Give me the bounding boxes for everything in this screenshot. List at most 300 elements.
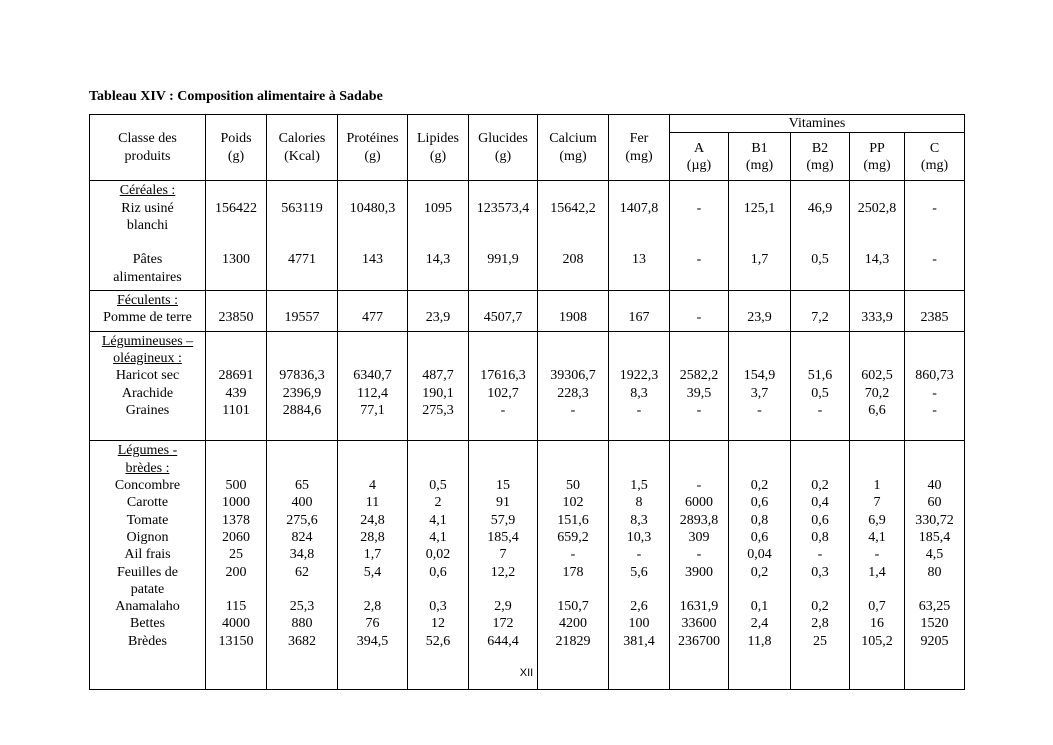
header-unit: (g) <box>227 148 245 164</box>
spacer <box>90 419 205 436</box>
spacer <box>469 460 537 477</box>
spacer <box>206 182 266 199</box>
value-cell-glucides <box>469 441 538 689</box>
value: - <box>570 402 576 418</box>
value <box>850 217 904 234</box>
value: 2582,2 <box>679 368 719 384</box>
value-cell-vitamin-b2 <box>791 291 850 332</box>
value: 178 <box>562 564 584 580</box>
value <box>469 217 537 234</box>
value: 17616,3 <box>480 368 526 384</box>
spacer <box>670 292 728 309</box>
value: 0,5 <box>811 385 829 401</box>
header-unit: (mg) <box>559 148 587 164</box>
product-label: alimentaires <box>113 269 182 285</box>
value: 12 <box>431 616 445 632</box>
value: 0,6 <box>750 529 769 545</box>
product-label: Oignon <box>126 529 169 545</box>
spacer <box>791 333 849 350</box>
group-row <box>90 181 965 291</box>
value-cell-vitamin-pp <box>850 291 905 332</box>
spacer <box>206 350 266 367</box>
value: 0,2 <box>811 478 829 494</box>
value-cell-vitamin-pp <box>850 441 905 689</box>
value <box>469 234 537 251</box>
value: 6000 <box>685 495 713 511</box>
value-cell-vitamin-b2 <box>791 181 850 291</box>
product-label: Tomate <box>126 512 169 528</box>
value: 0,4 <box>811 495 829 511</box>
value-cell-glucides <box>469 291 538 332</box>
header-name: Protéines <box>346 131 399 147</box>
spacer <box>729 460 790 477</box>
group-heading: brèdes : <box>125 460 170 476</box>
group-heading: Légumes - <box>117 443 178 459</box>
value: 0,6 <box>429 564 447 580</box>
value: 7 <box>499 547 507 563</box>
header-calcium <box>538 115 609 181</box>
value: 190,1 <box>422 385 454 401</box>
value-cell-vitamin-a <box>670 291 729 332</box>
product-label: Anamalaho <box>115 599 180 615</box>
value: 105,2 <box>861 633 893 649</box>
value: 11 <box>365 495 380 511</box>
value: 0,3 <box>429 599 447 615</box>
spacer <box>850 333 904 350</box>
spacer <box>267 350 337 367</box>
value: 91 <box>496 495 510 511</box>
spacer <box>670 460 728 477</box>
value: - <box>696 310 702 326</box>
value: - <box>817 402 823 418</box>
spacer <box>905 460 964 477</box>
value: - <box>932 385 937 401</box>
spacer <box>267 182 337 199</box>
value: 2 <box>434 495 442 511</box>
value-cell-poids <box>206 331 267 441</box>
value-cell-fer <box>609 441 670 689</box>
value: 8 <box>635 495 643 511</box>
spacer <box>850 182 904 199</box>
value: 228,3 <box>557 385 589 401</box>
spacer <box>670 333 728 350</box>
header-vitamin-b1 <box>729 133 791 181</box>
value: 0,2 <box>750 564 769 580</box>
header-unit: (Kcal) <box>284 148 320 164</box>
value: - <box>696 200 702 216</box>
value: 6,6 <box>868 402 886 418</box>
value: 1378 <box>222 512 250 528</box>
value-cell-proteines <box>338 441 408 689</box>
header-name: PP <box>869 140 885 156</box>
value: - <box>932 200 937 216</box>
value: 62 <box>295 564 309 580</box>
value: 172 <box>492 616 514 632</box>
value: 151,6 <box>557 512 589 528</box>
header-name: B1 <box>751 140 768 156</box>
value: 208 <box>562 252 584 268</box>
group-row <box>90 331 965 441</box>
value: 100 <box>628 616 650 632</box>
spacer <box>538 460 608 477</box>
spacer <box>408 350 468 367</box>
spacer <box>538 442 608 459</box>
header-glucides <box>469 115 538 181</box>
spacer <box>791 182 849 199</box>
value-cell-glucides <box>469 181 538 291</box>
spacer <box>538 350 608 367</box>
value: 112,4 <box>357 385 388 401</box>
value-cell-lipides <box>408 441 469 689</box>
spacer <box>791 292 849 309</box>
header-name: B2 <box>811 140 829 156</box>
value <box>338 234 407 251</box>
value: 125,1 <box>743 200 776 216</box>
value: 39,5 <box>686 385 712 401</box>
value: 1,4 <box>868 564 886 580</box>
spacer <box>670 442 728 459</box>
product-label: Graines <box>125 402 170 418</box>
value-cell-vitamin-b1 <box>729 331 791 441</box>
value <box>408 234 468 251</box>
value: 52,6 <box>425 633 451 649</box>
value: 28,8 <box>360 529 385 545</box>
value: 1095 <box>424 200 452 216</box>
spacer <box>469 350 537 367</box>
value: 1 <box>873 478 881 494</box>
value-cell-vitamin-a <box>670 441 729 689</box>
header-vitamin-b2 <box>791 133 850 181</box>
header-calories <box>267 115 338 181</box>
value: 15 <box>496 478 510 494</box>
value: 1,7 <box>363 547 382 563</box>
value: 2060 <box>222 529 250 545</box>
value: 4,1 <box>429 529 447 545</box>
product-label: Riz usiné <box>121 200 174 216</box>
value <box>408 581 468 598</box>
value: 1922,3 <box>619 368 659 384</box>
value: 2385 <box>920 310 949 326</box>
value <box>267 234 337 251</box>
value <box>206 234 266 251</box>
header-classe-line: produits <box>124 148 171 164</box>
value: 51,6 <box>807 368 833 384</box>
value <box>469 581 537 598</box>
header-vitamines: Vitamines <box>670 115 965 133</box>
value: 991,9 <box>487 252 519 268</box>
value: 602,5 <box>861 368 893 384</box>
spacer <box>905 292 964 309</box>
value: - <box>696 478 702 494</box>
header-unit: (mg) <box>745 157 774 173</box>
value: 25,3 <box>289 599 315 615</box>
value: 102,7 <box>487 385 519 401</box>
value: 34,8 <box>289 547 315 563</box>
value: 77,1 <box>360 402 385 418</box>
spacer <box>408 333 468 350</box>
group-heading: oléagineux : <box>113 350 182 366</box>
spacer <box>670 350 728 367</box>
value: 0,2 <box>750 478 769 494</box>
value <box>609 217 669 234</box>
header-unit: (mg) <box>806 157 834 173</box>
spacer <box>338 333 407 350</box>
product-label: Arachide <box>121 385 174 401</box>
value <box>609 234 669 251</box>
group-heading: Légumineuses – <box>101 333 194 349</box>
spacer <box>469 182 537 199</box>
spacer <box>408 442 468 459</box>
value: 13 <box>632 252 646 268</box>
spacer <box>206 460 266 477</box>
header-name: Calcium <box>549 131 597 147</box>
value: - <box>932 252 937 268</box>
spacer <box>538 292 608 309</box>
spacer <box>206 333 266 350</box>
composition-table <box>89 114 965 690</box>
value: 2502,8 <box>857 200 897 216</box>
value: 1101 <box>222 402 250 418</box>
value: 236700 <box>678 633 720 649</box>
spacer <box>791 350 849 367</box>
spacer <box>609 350 669 367</box>
header-unit: (µg) <box>686 157 712 173</box>
value: 9205 <box>920 633 949 649</box>
value: 63,25 <box>918 599 951 615</box>
value: 563119 <box>281 200 323 216</box>
spacer <box>267 442 337 459</box>
value: 40 <box>927 478 942 494</box>
value: 25 <box>229 547 243 563</box>
spacer <box>90 650 205 667</box>
product-label: patate <box>130 581 165 597</box>
value: 24,8 <box>360 512 385 528</box>
value: 76 <box>365 616 380 632</box>
value: 2396,9 <box>282 385 322 401</box>
spacer <box>905 182 964 199</box>
value: 2893,8 <box>679 512 719 528</box>
value: 0,8 <box>811 529 829 545</box>
value: 275,6 <box>286 512 318 528</box>
table-body <box>90 181 965 689</box>
value <box>850 234 904 251</box>
value: 394,5 <box>356 633 389 649</box>
value <box>905 234 964 251</box>
value: 23,9 <box>425 310 451 326</box>
header-vitamin-a <box>670 133 729 181</box>
group-row <box>90 291 965 332</box>
value-cell-vitamin-a <box>670 331 729 441</box>
value: 487,7 <box>422 368 454 384</box>
value: 4,1 <box>429 512 447 528</box>
value <box>729 234 790 251</box>
value: 123573,4 <box>476 200 530 216</box>
value: 1,7 <box>750 252 769 268</box>
value: - <box>696 252 702 268</box>
spacer <box>850 292 904 309</box>
spacer <box>850 442 904 459</box>
value: 7,2 <box>811 310 829 326</box>
value: 23,9 <box>747 310 772 326</box>
value: 2,8 <box>811 616 829 632</box>
value: 1407,8 <box>619 200 659 216</box>
value <box>538 234 608 251</box>
spacer <box>609 333 669 350</box>
spacer <box>791 460 849 477</box>
value: 185,4 <box>918 529 951 545</box>
header-unit: (mg) <box>863 157 891 173</box>
spacer <box>338 442 407 459</box>
spacer <box>338 350 407 367</box>
value: 0,04 <box>747 547 772 563</box>
value: 15642,2 <box>550 200 596 216</box>
group-heading: Céréales : <box>119 183 176 199</box>
value: 25 <box>813 633 827 649</box>
value <box>791 234 849 251</box>
value-cell-calories <box>267 441 338 689</box>
header-classe-line: Classe des <box>118 131 177 147</box>
product-label: Bettes <box>130 616 165 632</box>
value: 14,3 <box>864 252 890 268</box>
value-cell-fer <box>609 181 670 291</box>
group-label-cell <box>90 291 206 332</box>
value: 200 <box>225 564 247 580</box>
value <box>538 581 608 598</box>
value-cell-lipides <box>408 331 469 441</box>
value: 12,2 <box>490 564 516 580</box>
value: 33600 <box>681 616 717 632</box>
value: 8,3 <box>630 512 648 528</box>
spacer <box>905 442 964 459</box>
header-unit: (mg) <box>920 157 949 173</box>
value-cell-proteines <box>338 181 408 291</box>
value: 143 <box>362 252 383 268</box>
spacer <box>338 292 407 309</box>
header-vitamin-c <box>905 133 965 181</box>
value: 10480,3 <box>349 200 396 216</box>
header-name: Fer <box>629 131 649 147</box>
value: 3682 <box>288 633 316 649</box>
spacer <box>469 442 537 459</box>
spacer <box>729 182 790 199</box>
spacer <box>267 460 337 477</box>
value: - <box>570 547 576 563</box>
value-cell-poids <box>206 181 267 291</box>
spacer <box>729 442 790 459</box>
value <box>609 581 669 598</box>
value: 824 <box>291 529 313 545</box>
value: 4000 <box>222 616 250 632</box>
value: 60 <box>927 495 942 511</box>
spacer <box>609 182 669 199</box>
value: 8,3 <box>630 385 648 401</box>
value: 6,9 <box>868 512 886 528</box>
value: 4507,7 <box>483 310 523 326</box>
spacer <box>729 350 790 367</box>
spacer <box>609 442 669 459</box>
value-cell-calories <box>267 331 338 441</box>
value-cell-calcium <box>538 331 609 441</box>
header-name: A <box>693 140 705 156</box>
value-cell-vitamin-c <box>905 441 965 689</box>
value: - <box>696 402 702 418</box>
value: 880 <box>291 616 313 632</box>
value: 500 <box>225 478 247 494</box>
value-cell-fer <box>609 291 670 332</box>
value <box>408 217 468 234</box>
page-number: XII <box>519 667 534 679</box>
value: 0,7 <box>868 599 886 615</box>
value: 0,3 <box>811 564 829 580</box>
value: - <box>636 547 642 563</box>
value <box>267 217 337 234</box>
value: 4771 <box>288 252 316 268</box>
value-cell-poids <box>206 291 267 332</box>
value: 2,8 <box>363 599 382 615</box>
value-cell-glucides <box>469 331 538 441</box>
header-classe <box>90 115 206 181</box>
spacer <box>408 182 468 199</box>
value: 644,4 <box>487 633 519 649</box>
value: 185,4 <box>487 529 519 545</box>
value <box>729 581 790 598</box>
spacer <box>538 333 608 350</box>
value: 2,4 <box>750 616 769 632</box>
spacer <box>850 350 904 367</box>
value: 1520 <box>920 616 949 632</box>
value <box>905 217 964 234</box>
value: 115 <box>225 599 247 615</box>
value: 2,9 <box>494 599 512 615</box>
value-cell-vitamin-b1 <box>729 291 791 332</box>
value: 860,73 <box>915 368 954 384</box>
value: 4200 <box>559 616 587 632</box>
value: - <box>500 402 506 418</box>
value: - <box>817 547 823 563</box>
spacer <box>729 292 790 309</box>
value: 97836,3 <box>279 368 325 384</box>
product-label: Haricot sec <box>115 368 180 384</box>
value-cell-vitamin-b1 <box>729 441 791 689</box>
header-unit: (mg) <box>625 148 653 164</box>
value: - <box>636 402 642 418</box>
value <box>206 217 266 234</box>
spacer <box>408 460 468 477</box>
value: 333,9 <box>861 310 893 326</box>
value: 309 <box>688 529 710 545</box>
value: - <box>874 547 880 563</box>
value: 275,3 <box>422 402 454 418</box>
value-cell-lipides <box>408 181 469 291</box>
header-proteines <box>338 115 408 181</box>
value: 13150 <box>218 633 254 649</box>
value-cell-vitamin-pp <box>850 181 905 291</box>
value-cell-lipides <box>408 291 469 332</box>
value <box>267 581 337 598</box>
value-cell-vitamin-b2 <box>791 331 850 441</box>
value-cell-vitamin-c <box>905 331 965 441</box>
spacer <box>791 442 849 459</box>
value: 381,4 <box>623 633 655 649</box>
product-label: Ail frais <box>124 547 171 563</box>
value: 2884,6 <box>282 402 322 418</box>
value: 3,7 <box>750 385 769 401</box>
value: 10,3 <box>626 529 652 545</box>
value: 5,6 <box>630 564 648 580</box>
spacer <box>408 292 468 309</box>
value: 1000 <box>222 495 250 511</box>
value: 4 <box>369 478 376 494</box>
